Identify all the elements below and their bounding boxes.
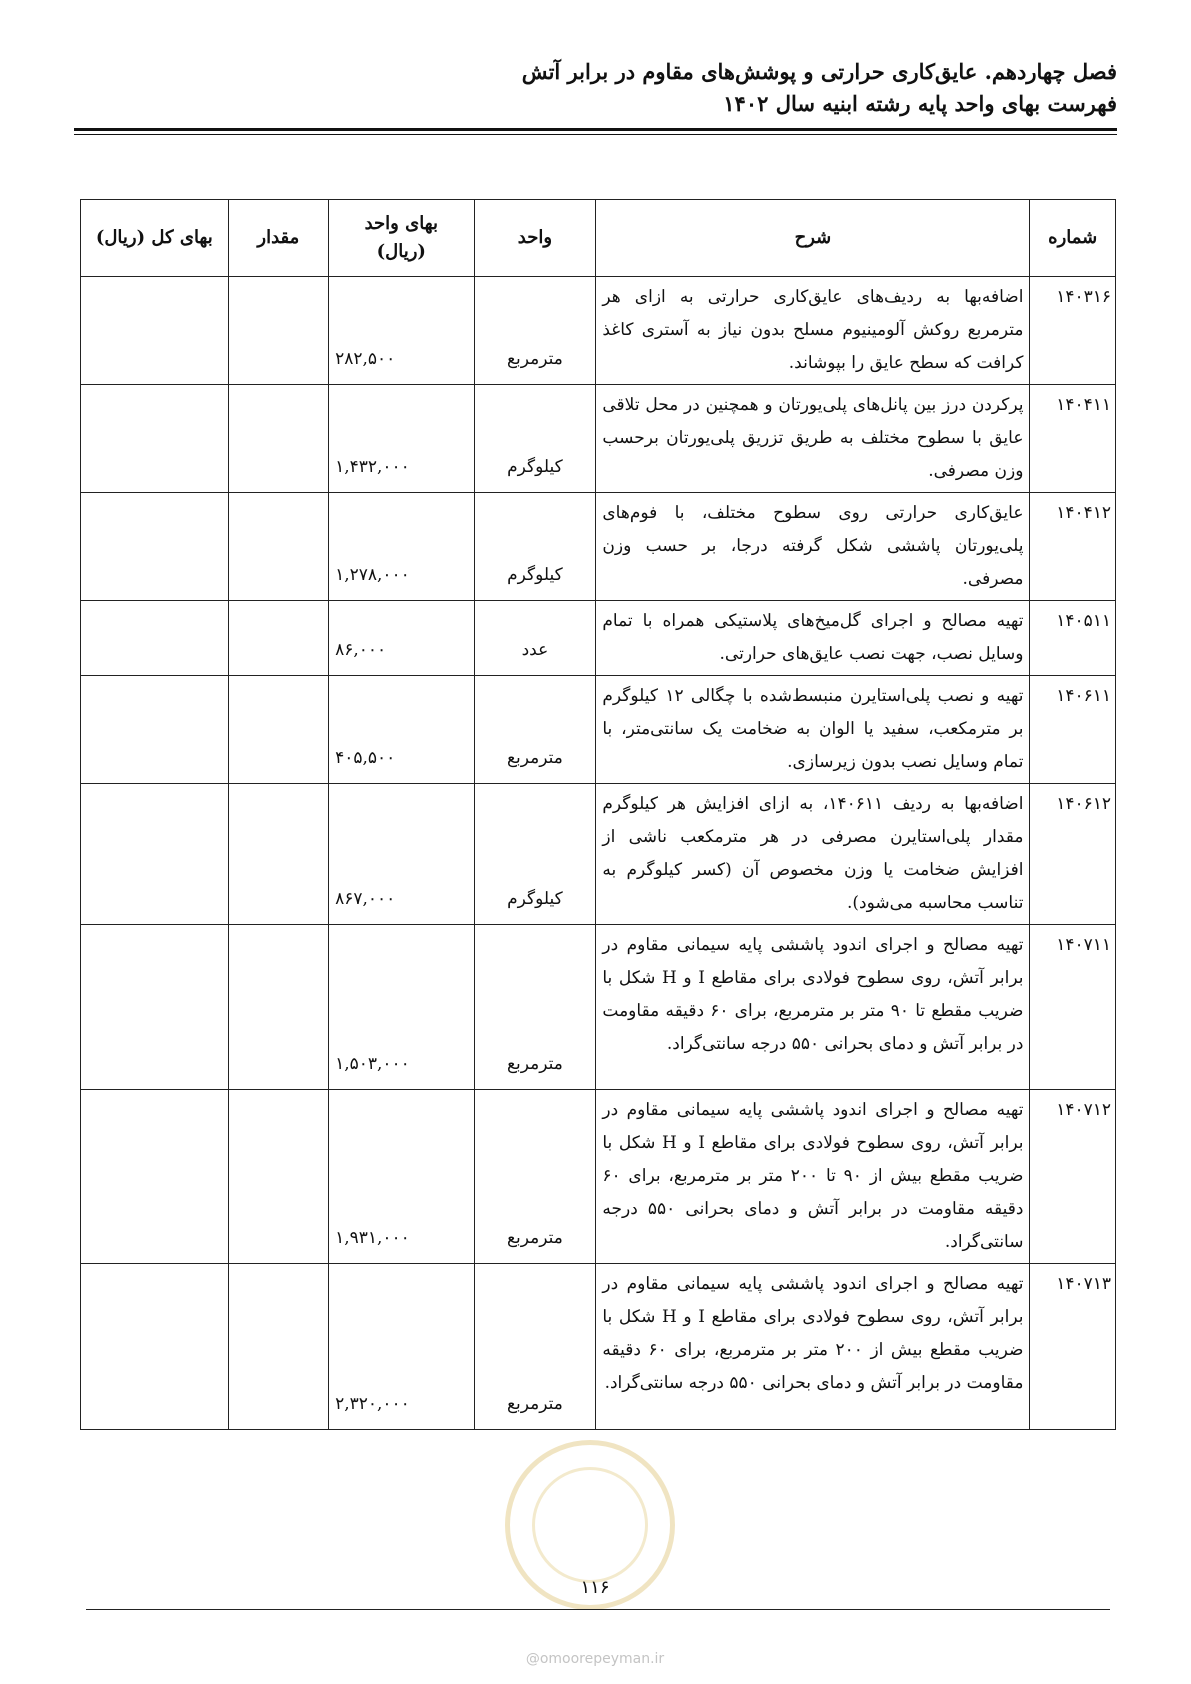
table-row xyxy=(81,784,1116,925)
table-row xyxy=(81,277,1116,385)
item-total xyxy=(81,676,229,784)
item-total xyxy=(81,385,229,493)
item-unit: مترمربع xyxy=(474,676,596,784)
item-unit-price: ۱,۵۰۳,۰۰۰ xyxy=(329,925,474,1090)
header-rule-thick xyxy=(74,128,1117,131)
item-code: ۱۴۰۷۱۲ xyxy=(1030,1090,1116,1264)
table-header-row xyxy=(81,200,1116,277)
item-unit: مترمربع xyxy=(474,1264,596,1430)
item-code: ۱۴۰۶۱۱ xyxy=(1030,676,1116,784)
watermark-seal-inner xyxy=(532,1467,648,1583)
item-description: تهیه مصالح و اجرای اندود پاششی پایه سیمانی مقاوم در برابر آتش، روی سطوح فولادی برای مقاطع I و H شکل با ضریب مقطع بیش از ۲۰۰ متر بر مترمربع، برای ۶۰ دقیقه مقاومت در برابر آتش و دمای بحرانی ۵۵۰ درجه سانتی‌گراد. xyxy=(596,1264,1030,1430)
item-description: عایق‌کاری حرارتی روی سطوح مختلف، با فوم‌های پلی‌یورتان پاششی شکل گرفته درجا، بر حسب وزن مصرفی. xyxy=(596,493,1030,601)
item-quantity xyxy=(228,1090,329,1264)
item-description: پرکردن درز بین پانل‌های پلی‌یورتان و همچنین در محل تلاقی عایق با سطوح مختلف به طریق تزریق پلی‌یورتان برحسب وزن مصرفی. xyxy=(596,385,1030,493)
table-row xyxy=(81,676,1116,784)
col-header-qty: مقدار xyxy=(228,200,329,277)
item-code: ۱۴۰۳۱۶ xyxy=(1030,277,1116,385)
col-header-total: بهای کل (ریال) xyxy=(81,200,229,277)
col-header-unit: واحد xyxy=(474,200,596,277)
item-code: ۱۴۰۷۱۳ xyxy=(1030,1264,1116,1430)
item-code: ۱۴۰۵۱۱ xyxy=(1030,601,1116,676)
item-quantity xyxy=(228,493,329,601)
item-quantity xyxy=(228,277,329,385)
item-description: تهیه مصالح و اجرای گل‌میخ‌های پلاستیکی همراه با تمام وسایل نصب، جهت نصب عایق‌های حرارتی. xyxy=(596,601,1030,676)
col-header-price xyxy=(329,200,474,277)
col-header-code: شماره xyxy=(1030,200,1116,277)
item-total xyxy=(81,784,229,925)
table-row xyxy=(81,1264,1116,1430)
item-total xyxy=(81,277,229,385)
table-row xyxy=(81,601,1116,676)
item-unit: کیلوگرم xyxy=(474,493,596,601)
item-unit-price: ۱,۲۷۸,۰۰۰ xyxy=(329,493,474,601)
item-quantity xyxy=(228,601,329,676)
item-unit-price: ۸۶,۰۰۰ xyxy=(329,601,474,676)
item-unit: کیلوگرم xyxy=(474,385,596,493)
table-row xyxy=(81,493,1116,601)
price-table xyxy=(80,199,1116,1430)
item-description: اضافه‌بها به ردیف ۱۴۰۶۱۱، به ازای افزایش هر کیلوگرم مقدار پلی‌استایرن مصرفی در هر مترمکعب ناشی از افزایش ضخامت یا وزن مخصوص آن (کسر کیلوگرم به تناسب محاسبه می‌شود). xyxy=(596,784,1030,925)
item-unit-price: ۸۶۷,۰۰۰ xyxy=(329,784,474,925)
item-description: تهیه مصالح و اجرای اندود پاششی پایه سیمانی مقاوم در برابر آتش، روی سطوح فولادی برای مقاطع I و H شکل با ضریب مقطع بیش از ۹۰ تا ۲۰۰ متر بر مترمربع، برای ۶۰ دقیقه مقاومت در برابر آتش و دمای بحرانی ۵۵۰ درجه سانتی‌گراد. xyxy=(596,1090,1030,1264)
item-code: ۱۴۰۷۱۱ xyxy=(1030,925,1116,1090)
document-title: فهرست بهای واحد پایه رشته ابنیه سال ۱۴۰۲ xyxy=(723,91,1117,116)
item-quantity xyxy=(228,925,329,1090)
item-unit-price: ۴۰۵,۵۰۰ xyxy=(329,676,474,784)
col-header-price-title: بهای واحد xyxy=(364,213,438,234)
chapter-title: فصل چهاردهم. عایق‌کاری حرارتی و پوشش‌های مقاوم در برابر آتش xyxy=(521,59,1117,84)
item-quantity xyxy=(228,784,329,925)
header-rule-thin xyxy=(74,134,1117,135)
item-total xyxy=(81,925,229,1090)
item-code: ۱۴۰۴۱۱ xyxy=(1030,385,1116,493)
item-unit: عدد xyxy=(474,601,596,676)
page-number: ۱۱۶ xyxy=(580,1577,610,1598)
item-total xyxy=(81,1090,229,1264)
item-description: اضافه‌بها به ردیف‌های عایق‌کاری حرارتی به ازای هر مترمربع روکش آلومینیوم مسلح بدون نیاز به آستری کاغذ کرافت که سطح عایق را بپوشاند. xyxy=(596,277,1030,385)
item-unit: مترمربع xyxy=(474,925,596,1090)
table-row xyxy=(81,925,1116,1090)
col-header-desc: شرح xyxy=(596,200,1030,277)
table-row xyxy=(81,385,1116,493)
item-unit-price: ۲,۳۲۰,۰۰۰ xyxy=(329,1264,474,1430)
item-description: تهیه و نصب پلی‌استایرن منبسط‌شده با چگالی ۱۲ کیلوگرم بر مترمکعب، سفید یا الوان به ضخامت یک سانتی‌متر، با تمام وسایل نصب بدون زیرسازی. xyxy=(596,676,1030,784)
item-unit: مترمربع xyxy=(474,1090,596,1264)
watermark-url: @omoorepeyman.ir xyxy=(525,1651,665,1667)
item-description: تهیه مصالح و اجرای اندود پاششی پایه سیمانی مقاوم در برابر آتش، روی سطوح فولادی برای مقاطع I و H شکل با ضریب مقطع تا ۹۰ متر بر مترمربع، برای ۶۰ دقیقه مقاومت در برابر آتش و دمای بحرانی ۵۵۰ درجه سانتی‌گراد. xyxy=(596,925,1030,1090)
item-total xyxy=(81,493,229,601)
item-unit: کیلوگرم xyxy=(474,784,596,925)
item-quantity xyxy=(228,1264,329,1430)
item-unit-price: ۲۸۲,۵۰۰ xyxy=(329,277,474,385)
item-unit-price: ۱,۹۳۱,۰۰۰ xyxy=(329,1090,474,1264)
item-unit: مترمربع xyxy=(474,277,596,385)
footer-rule xyxy=(86,1609,1110,1610)
item-total xyxy=(81,601,229,676)
item-unit-price: ۱,۴۳۲,۰۰۰ xyxy=(329,385,474,493)
item-code: ۱۴۰۶۱۲ xyxy=(1030,784,1116,925)
col-header-price-currency: (ریال) xyxy=(376,241,426,262)
item-code: ۱۴۰۴۱۲ xyxy=(1030,493,1116,601)
page-header xyxy=(74,56,1117,120)
item-total xyxy=(81,1264,229,1430)
item-quantity xyxy=(228,676,329,784)
item-quantity xyxy=(228,385,329,493)
table-row xyxy=(81,1090,1116,1264)
